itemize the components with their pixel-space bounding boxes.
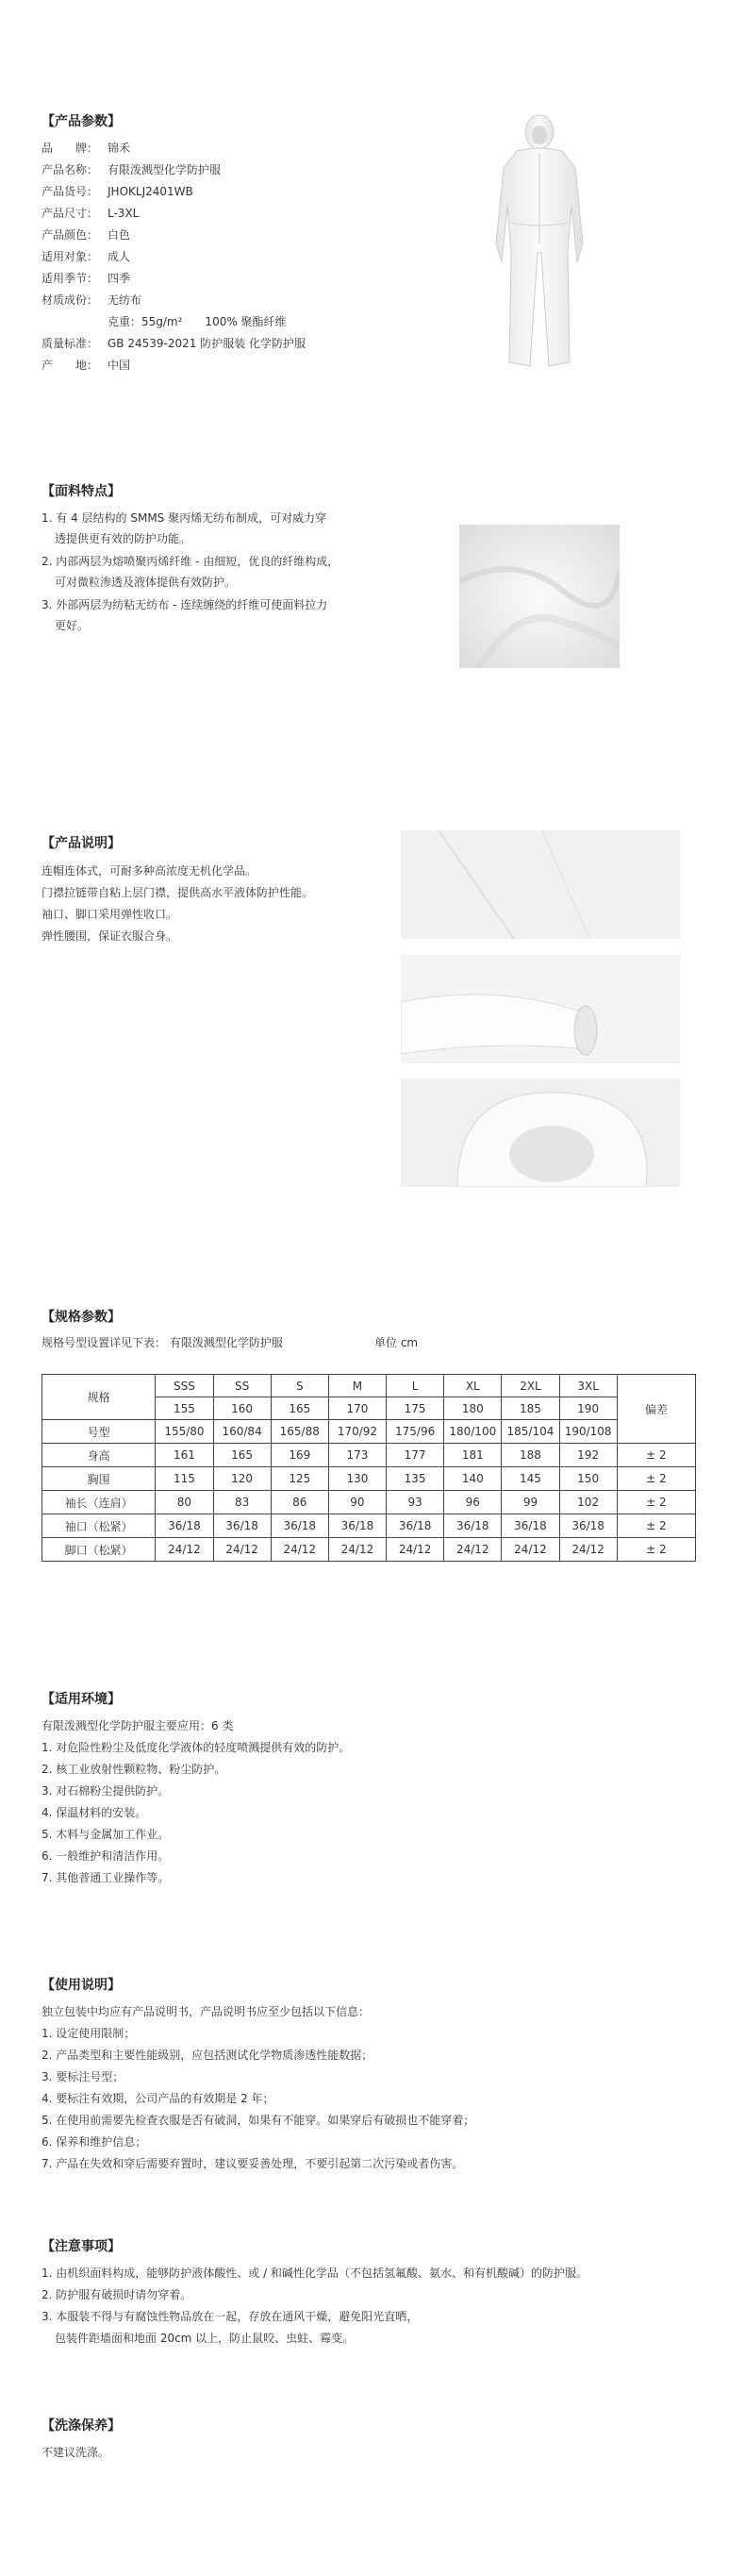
- tolerance-cell: ± 2: [617, 1444, 695, 1467]
- usage-line: 6. 保养和维护信息；: [41, 2135, 147, 2149]
- param-value: 无纺布: [108, 293, 142, 307]
- size-value-cell: 185/104: [502, 1420, 559, 1444]
- size-value-cell: 188: [502, 1444, 559, 1467]
- fabric-feature-item: [41, 594, 409, 636]
- washing-text: 不建议洗涤。: [41, 2446, 110, 2459]
- size-value-cell: 24/12: [559, 1538, 617, 1562]
- fabric-feature-line: 透提供更有效的防护功能。: [55, 532, 191, 545]
- environment-title: 【适用环境】: [41, 1692, 121, 1707]
- size-height-cell: 180: [444, 1397, 502, 1420]
- size-value-cell: 130: [328, 1467, 386, 1491]
- param-key: 产品货号：: [41, 185, 99, 198]
- size-column-header: 2XL: [502, 1375, 559, 1397]
- size-value-cell: 145: [502, 1467, 559, 1491]
- param-value: 中国: [108, 359, 131, 372]
- description-line: 弹性腰围，保证衣服合身。: [41, 929, 178, 943]
- description-line: 连帽连体式，可耐多种高浓度无机化学品。: [41, 864, 257, 878]
- size-value-cell: 180/100: [444, 1420, 502, 1444]
- protective-suit-image: [464, 111, 615, 374]
- tolerance-cell: ± 2: [617, 1467, 695, 1491]
- param-key: 产品颜色：: [41, 228, 99, 242]
- environment-line: 1. 对危险性粉尘及低度化学液体的轻度喷溅提供有效的防护。: [41, 1741, 351, 1754]
- cuff-detail-image: [401, 955, 680, 1063]
- size-row-label: 胸围: [42, 1467, 156, 1491]
- params-title: 【产品参数】: [41, 114, 121, 129]
- size-data-row: [42, 1444, 696, 1467]
- param-row: [41, 203, 400, 225]
- environment-line: 4. 保温材料的安装。: [41, 1806, 147, 1819]
- usage-title: 【使用说明】: [41, 1978, 121, 1993]
- param-key: 材质成份：: [41, 293, 99, 307]
- param-value: 成人: [108, 250, 131, 263]
- fabric-feature-line: 3. 外部两层为纺粘无纺布 - 连续缠绕的纤维可使面料拉力: [41, 598, 328, 611]
- param-row: [41, 333, 400, 355]
- tolerance-cell: ± 2: [617, 1491, 695, 1514]
- param-row: [41, 225, 400, 246]
- size-value-cell: 24/12: [387, 1538, 444, 1562]
- size-value-cell: 115: [156, 1467, 213, 1491]
- param-value: GB 24539-2021 防护服装 化学防护服: [108, 337, 306, 350]
- size-column-header: SSS: [156, 1375, 213, 1397]
- size-height-cell: 170: [328, 1397, 386, 1420]
- size-value-cell: 125: [271, 1467, 328, 1491]
- size-value-cell: 36/18: [387, 1514, 444, 1538]
- size-value-cell: 161: [156, 1444, 213, 1467]
- param-row: [41, 355, 400, 376]
- size-data-row: [42, 1467, 696, 1491]
- param-value: L-3XL: [108, 207, 140, 220]
- usage-line: 7. 产品在失效和穿后需要弃置时，建议要妥善处理，不要引起第二次污染或者伤害。: [41, 2157, 464, 2170]
- environment-line: 5. 木料与金属加工作业。: [41, 1828, 170, 1841]
- tolerance-cell: ± 2: [617, 1538, 695, 1562]
- notice-line: 3. 本服装不得与有腐蚀性物品放在一起，存放在通风干燥，避免阳光直晒，: [41, 2310, 419, 2323]
- size-value-cell: 190/108: [559, 1420, 617, 1444]
- usage-line: 4. 要标注有效期，公司产品的有效期是 2 年；: [41, 2092, 274, 2105]
- environment-line: 6. 一般维护和清洁作用。: [41, 1849, 170, 1863]
- size-value-cell: 150: [559, 1467, 617, 1491]
- size-row-label: 身高: [42, 1444, 156, 1467]
- param-key: 质量标准：: [41, 337, 99, 350]
- size-value-cell: 99: [502, 1491, 559, 1514]
- size-column-header: SS: [213, 1375, 271, 1397]
- param-value: 锦禾: [108, 142, 131, 155]
- param-row: [41, 159, 400, 181]
- zipper-detail-image: [401, 830, 680, 939]
- size-row-label: 袖长（连肩）: [42, 1491, 156, 1514]
- size-value-cell: 36/18: [328, 1514, 386, 1538]
- size-column-header: L: [387, 1375, 444, 1397]
- param-value: 四季: [108, 272, 131, 285]
- size-value-cell: 192: [559, 1444, 617, 1467]
- size-value-cell: 93: [387, 1491, 444, 1514]
- size-value-cell: 177: [387, 1444, 444, 1467]
- size-value-cell: 140: [444, 1467, 502, 1491]
- size-value-cell: 155/80: [156, 1420, 213, 1444]
- hood-detail-image: [401, 1079, 680, 1187]
- usage-line: 1. 设定使用限制；: [41, 2027, 136, 2040]
- usage-line: 2. 产品类型和主要性能级别，应包括测试化学物质渗透性能数据；: [41, 2049, 373, 2062]
- size-data-row: [42, 1538, 696, 1562]
- param-key: 适用对象：: [41, 250, 99, 263]
- size-value-cell: 36/18: [156, 1514, 213, 1538]
- param-key: 产 地：: [41, 359, 99, 372]
- size-value-cell: 24/12: [213, 1538, 271, 1562]
- size-height-cell: 175: [387, 1397, 444, 1420]
- size-value-cell: 36/18: [559, 1514, 617, 1538]
- param-row: [41, 181, 400, 203]
- size-column-header: S: [271, 1375, 328, 1397]
- param-row: [41, 246, 400, 268]
- fabric-feature-list: [41, 508, 409, 638]
- size-column-header: M: [328, 1375, 386, 1397]
- notice-line: 1. 由机织面料构成，能够防护液体酸性、或 / 和碱性化学品（不包括氢氟酸、氨水、和有机酸碱）的防护服。: [41, 2267, 588, 2280]
- size-value-cell: 120: [213, 1467, 271, 1491]
- size-value-cell: 181: [444, 1444, 502, 1467]
- environment-line: 3. 对石棉粉尘提供防护。: [41, 1784, 170, 1798]
- param-key: 品 牌：: [41, 142, 99, 155]
- size-value-cell: 135: [387, 1467, 444, 1491]
- param-row: [41, 268, 400, 290]
- fabric-feature-line: 更好。: [55, 619, 90, 632]
- size-value-cell: 165/88: [271, 1420, 328, 1444]
- size-height-cell: 165: [271, 1397, 328, 1420]
- param-key: 产品尺寸：: [41, 207, 99, 220]
- environment-line: 2. 核工业放射性颗粒物、粉尘防护。: [41, 1763, 226, 1776]
- fabric-closeup-image: [459, 525, 620, 668]
- fabric-feature-line: 可对微粒渗透及液体提供有效防护。: [55, 576, 237, 589]
- param-value: 有限泼溅型化学防护服: [108, 163, 222, 176]
- size-height-cell: 190: [559, 1397, 617, 1420]
- size-row-label: 袖口（松紧）: [42, 1514, 156, 1538]
- size-value-cell: 24/12: [156, 1538, 213, 1562]
- size-header-row: [42, 1375, 696, 1397]
- tolerance-label-cell: 偏差: [617, 1375, 695, 1444]
- environment-line: 有限泼溅型化学防护服主要应用：6 类: [41, 1719, 234, 1732]
- size-value-cell: 96: [444, 1491, 502, 1514]
- environment-line: 7. 其他普通工业操作等。: [41, 1871, 170, 1884]
- notice-line: 包装件距墙面和地面 20cm 以上，防止鼠咬、虫蛀、霉变。: [55, 2332, 355, 2345]
- fabric-feature-item: [41, 551, 409, 593]
- size-value-cell: 36/18: [213, 1514, 271, 1538]
- description-line: 袖口、脚口采用弹性收口。: [41, 908, 178, 921]
- size-value-cell: 24/12: [328, 1538, 386, 1562]
- size-value-cell: 102: [559, 1491, 617, 1514]
- usage-line: 5. 在使用前需要先检查衣服是否有破洞，如果有不能穿。如果穿后有破损也不能穿着；: [41, 2114, 475, 2127]
- param-key: 适用季节：: [41, 272, 99, 285]
- size-value-cell: 36/18: [271, 1514, 328, 1538]
- param-row: [41, 138, 400, 159]
- param-row: [41, 311, 400, 333]
- param-value: JHOKLJ2401WB: [108, 185, 193, 198]
- size-value-cell: 165: [213, 1444, 271, 1467]
- param-value: 白色: [108, 228, 131, 242]
- size-column-header: XL: [444, 1375, 502, 1397]
- size-table: [41, 1374, 696, 1562]
- description-line: 门襟拉链带自粘上层门襟，提供高水平液体防护性能。: [41, 886, 314, 899]
- size-value-cell: 36/18: [502, 1514, 559, 1538]
- size-data-row: [42, 1491, 696, 1514]
- size-value-cell: 24/12: [271, 1538, 328, 1562]
- fabric-title: 【面料特点】: [41, 484, 121, 499]
- size-value-cell: 90: [328, 1491, 386, 1514]
- fabric-feature-line: 2. 内部两层为熔喷聚丙烯纤维 - 由细短，优良的纤维构成，: [41, 555, 339, 568]
- size-value-cell: 24/12: [502, 1538, 559, 1562]
- size-value-cell: 86: [271, 1491, 328, 1514]
- size-data-row: [42, 1514, 696, 1538]
- size-column-header: 3XL: [559, 1375, 617, 1397]
- notice-title: 【注意事项】: [41, 2239, 121, 2254]
- param-value: 克重：55g/m² 100% 聚酯纤维: [108, 315, 287, 328]
- size-value-cell: 175/96: [387, 1420, 444, 1444]
- usage-line: 独立包装中均应有产品说明书，产品说明书应至少包括以下信息：: [41, 2005, 371, 2018]
- params-list: [41, 138, 400, 376]
- size-row-label: 号型: [42, 1420, 156, 1444]
- description-title: 【产品说明】: [41, 836, 121, 851]
- size-value-cell: 169: [271, 1444, 328, 1467]
- param-key: [41, 311, 108, 333]
- size-value-cell: 83: [213, 1491, 271, 1514]
- fabric-feature-line: 1. 有 4 层结构的 SMMS 聚丙烯无纺布制成，可对威力穿: [41, 511, 327, 525]
- size-value-cell: 80: [156, 1491, 213, 1514]
- fabric-feature-item: [41, 508, 409, 549]
- tolerance-cell: ± 2: [617, 1514, 695, 1538]
- size-value-cell: 160/84: [213, 1420, 271, 1444]
- sizes-title: 【规格参数】: [41, 1310, 121, 1325]
- size-row-label: 脚口（松紧）: [42, 1538, 156, 1562]
- sizes-unit: 单位 cm: [374, 1336, 419, 1349]
- size-value-cell: 24/12: [444, 1538, 502, 1562]
- spec-label-cell: 规格: [42, 1375, 156, 1420]
- param-row: [41, 290, 400, 311]
- sizes-subtitle: 规格号型设置详见下表： 有限泼溅型化学防护服: [41, 1336, 283, 1349]
- size-height-cell: 160: [213, 1397, 271, 1420]
- size-height-cell: 185: [502, 1397, 559, 1420]
- size-value-cell: 36/18: [444, 1514, 502, 1538]
- washing-title: 【洗涤保养】: [41, 2418, 121, 2434]
- size-value-cell: 173: [328, 1444, 386, 1467]
- usage-line: 3. 要标注号型；: [41, 2070, 124, 2083]
- param-key: 产品名称：: [41, 163, 99, 176]
- size-value-cell: 170/92: [328, 1420, 386, 1444]
- size-data-row: [42, 1420, 696, 1444]
- notice-line: 2. 防护服有破损时请勿穿着。: [41, 2288, 192, 2301]
- size-height-cell: 155: [156, 1397, 213, 1420]
